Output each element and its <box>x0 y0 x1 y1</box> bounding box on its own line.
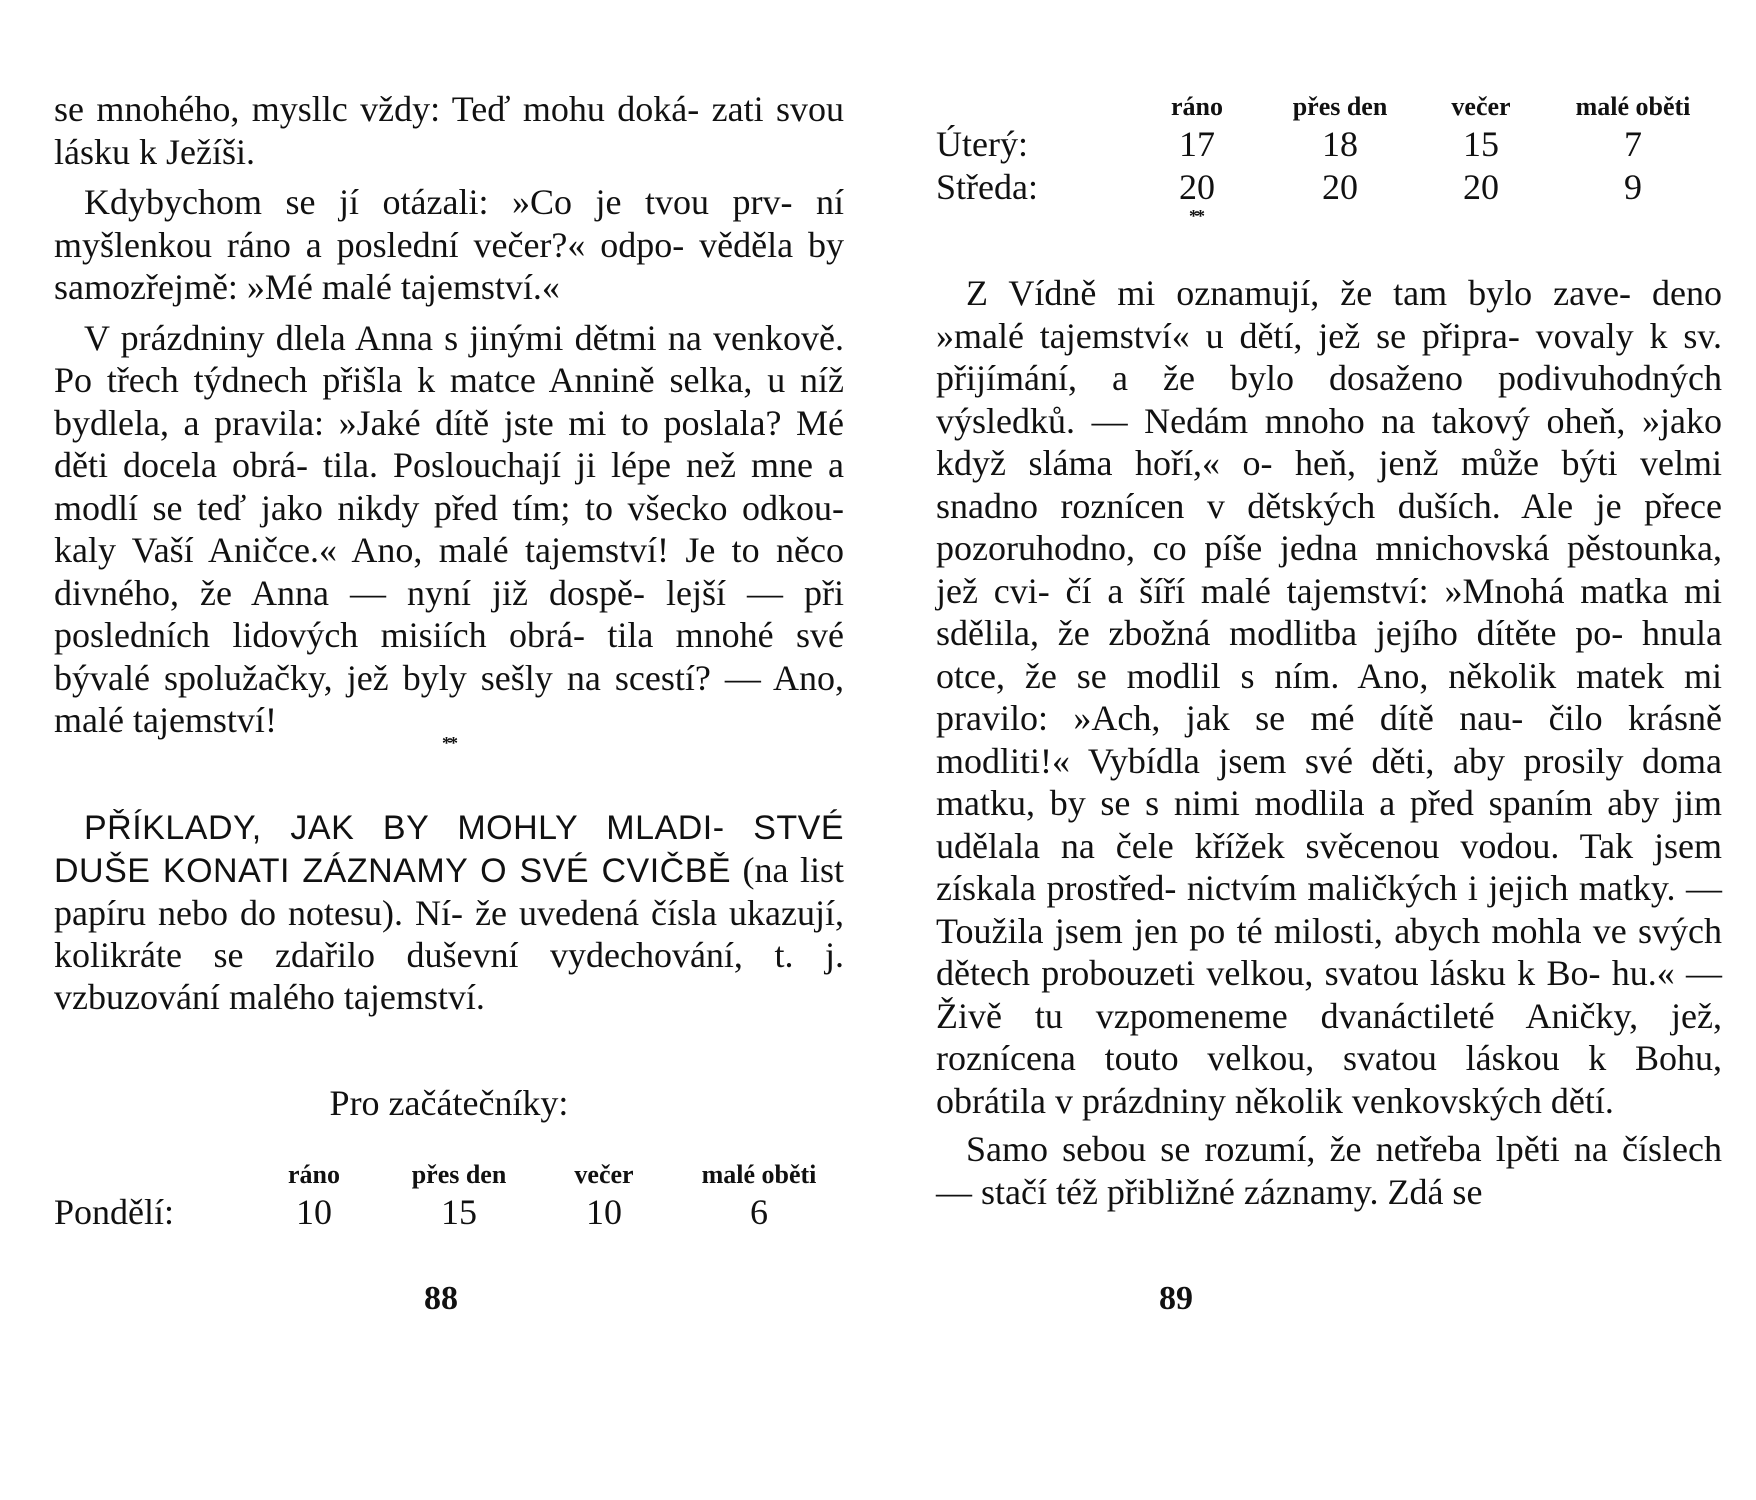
row-value-evening: 20 <box>1463 166 1499 207</box>
left-paragraph-3: V prázdniny dlela Anna s jinými dětmi na venkově. Po třech týdnech přišla k matce Annině selka, u níž bydlela, a pravila: »Jaké dítě jste mi to poslala? Mé děti docela obrá- tila. Poslouchají ji lépe než mne a modlí se teď jako nikdy před tím; to všecko odkou- kaly Vaší Aničce.« Ano, malé tajemství! Je to něco divného, že Anna — nyní již dospě- lejší — při posledních lidových misiích obrá- tila mnohé své bývalé spolužačky, jež byly sešly na scestí? — Ano, malé tajemství! <box>54 317 844 740</box>
left-table-header-row <box>54 1150 844 1190</box>
row-value-evening: 15 <box>1463 123 1499 164</box>
examples-heading-caps: PŘÍKLADY, JAK BY MOHLY MLADI- STVÉ DUŠE KONATI ZÁZNAMY O SVÉ CVIČBĚ <box>54 809 844 890</box>
row-value-sacrifices: 7 <box>1624 123 1642 164</box>
right-stats-table <box>936 82 1722 208</box>
row-day-label: Úterý: <box>936 123 1028 164</box>
row-value-morning: 10 <box>296 1191 332 1232</box>
left-page-text-block <box>54 88 844 742</box>
row-day-label: Středa: <box>936 166 1038 207</box>
row-value-evening: 10 <box>586 1191 622 1232</box>
right-header-evening: večer <box>1451 92 1511 121</box>
right-header-blank <box>936 82 1132 122</box>
table-row <box>936 122 1722 165</box>
right-paragraph-2: Samo sebou se rozumí, že netřeba lpěti na číslech — stačí též přibližné záznamy. Zdá se <box>936 1129 1722 1212</box>
table-row <box>54 1190 844 1233</box>
beginners-subheading: Pro začátečníky: <box>329 1083 569 1123</box>
table-row <box>936 165 1722 208</box>
row-value-morning: 17 <box>1179 123 1215 164</box>
right-table-header-row <box>936 82 1722 122</box>
page-number-right: 89 <box>1159 1280 1193 1317</box>
page-number-left: 88 <box>424 1280 458 1317</box>
left-header-blank <box>54 1150 244 1190</box>
row-day-label: Pondělí: <box>54 1191 175 1232</box>
left-separator: ** <box>442 733 456 753</box>
left-page <box>54 0 844 1500</box>
row-value-sacrifices: 9 <box>1624 166 1642 207</box>
examples-heading-rest: (na list papíru nebo do notesu). Ní- že uvedená čísla ukazují, kolikráte se zdařilo duševní vydechování, t. j. vzbuzování malého tajemství. <box>54 850 845 1017</box>
left-header-sacrifices: malé oběti <box>701 1160 817 1189</box>
left-stats-table <box>54 1150 844 1233</box>
examples-heading <box>54 806 844 1018</box>
right-page <box>936 0 1722 1500</box>
left-stats-table-wrap <box>54 1150 844 1233</box>
row-value-morning: 20 <box>1179 166 1215 207</box>
left-paragraph-1: se mnohého, mysllc vždy: Teď mohu doká- zati svou lásku k Ježíši. <box>54 89 844 172</box>
left-paragraph-2: Kdybychom se jí otázali: »Co je tvou prv- ní myšlenkou ráno a poslední večer?« odpo- věděla by samozřejmě: »Mé malé tajemství.« <box>54 182 844 307</box>
left-header-morning: ráno <box>288 1160 340 1189</box>
row-value-day: 18 <box>1322 123 1358 164</box>
right-header-day: přes den <box>1292 92 1388 121</box>
right-header-sacrifices: malé oběti <box>1575 92 1691 121</box>
left-header-evening: večer <box>574 1160 634 1189</box>
right-header-morning: ráno <box>1171 92 1223 121</box>
row-value-day: 15 <box>441 1191 477 1232</box>
right-paragraph-1: Z Vídně mi oznamují, že tam bylo zave- deno »malé tajemství« u dětí, jež se připra- vovaly k sv. přijímání, a že bylo dosaženo podivuhodných výsledků. — Nedám mnoho na takový oheň, »jako když sláma hoří,« o- heň, jenž může býti velmi snadno roznícen v dětských duších. Ale je přece pozoruhodno, co píše jedna mnichovská pěstounka, jež cvi- čí a šíří malé tajemství: »Mnohá matka mi sdělila, že zbožná modlitba jejího dítěte po- hnula otce, že se modlil s ním. Ano, několik matek mi pravilo: »Ach, jak se mé dítě nau- čilo krásně modliti!« Vybídla jsem své děti, aby prosily doma matku, by se s nimi modlila a před spaním aby jim udělala na čele křížek svěcenou vodou. Tak jsem získala prostřed- nictvím maličkých i jejich matky. — Toužila jsem jen po té milosti, abych mohla ve svých dětech probouzeti velkou, svatou lásku k Bo- hu.« — Živě tu vzpomeneme dvanáctileté Aničky, jež, roznícena touto velkou, svatou láskou k Bohu, obrátila v prázdniny několik venkovských dětí. <box>936 273 1722 1121</box>
right-page-text-block <box>936 272 1722 1213</box>
left-header-day: přes den <box>411 1160 507 1189</box>
right-separator: ** <box>1189 206 1203 226</box>
row-value-day: 20 <box>1322 166 1358 207</box>
row-value-sacrifices: 6 <box>750 1191 768 1232</box>
right-stats-table-wrap <box>936 82 1722 208</box>
examples-heading-block <box>54 806 844 1018</box>
